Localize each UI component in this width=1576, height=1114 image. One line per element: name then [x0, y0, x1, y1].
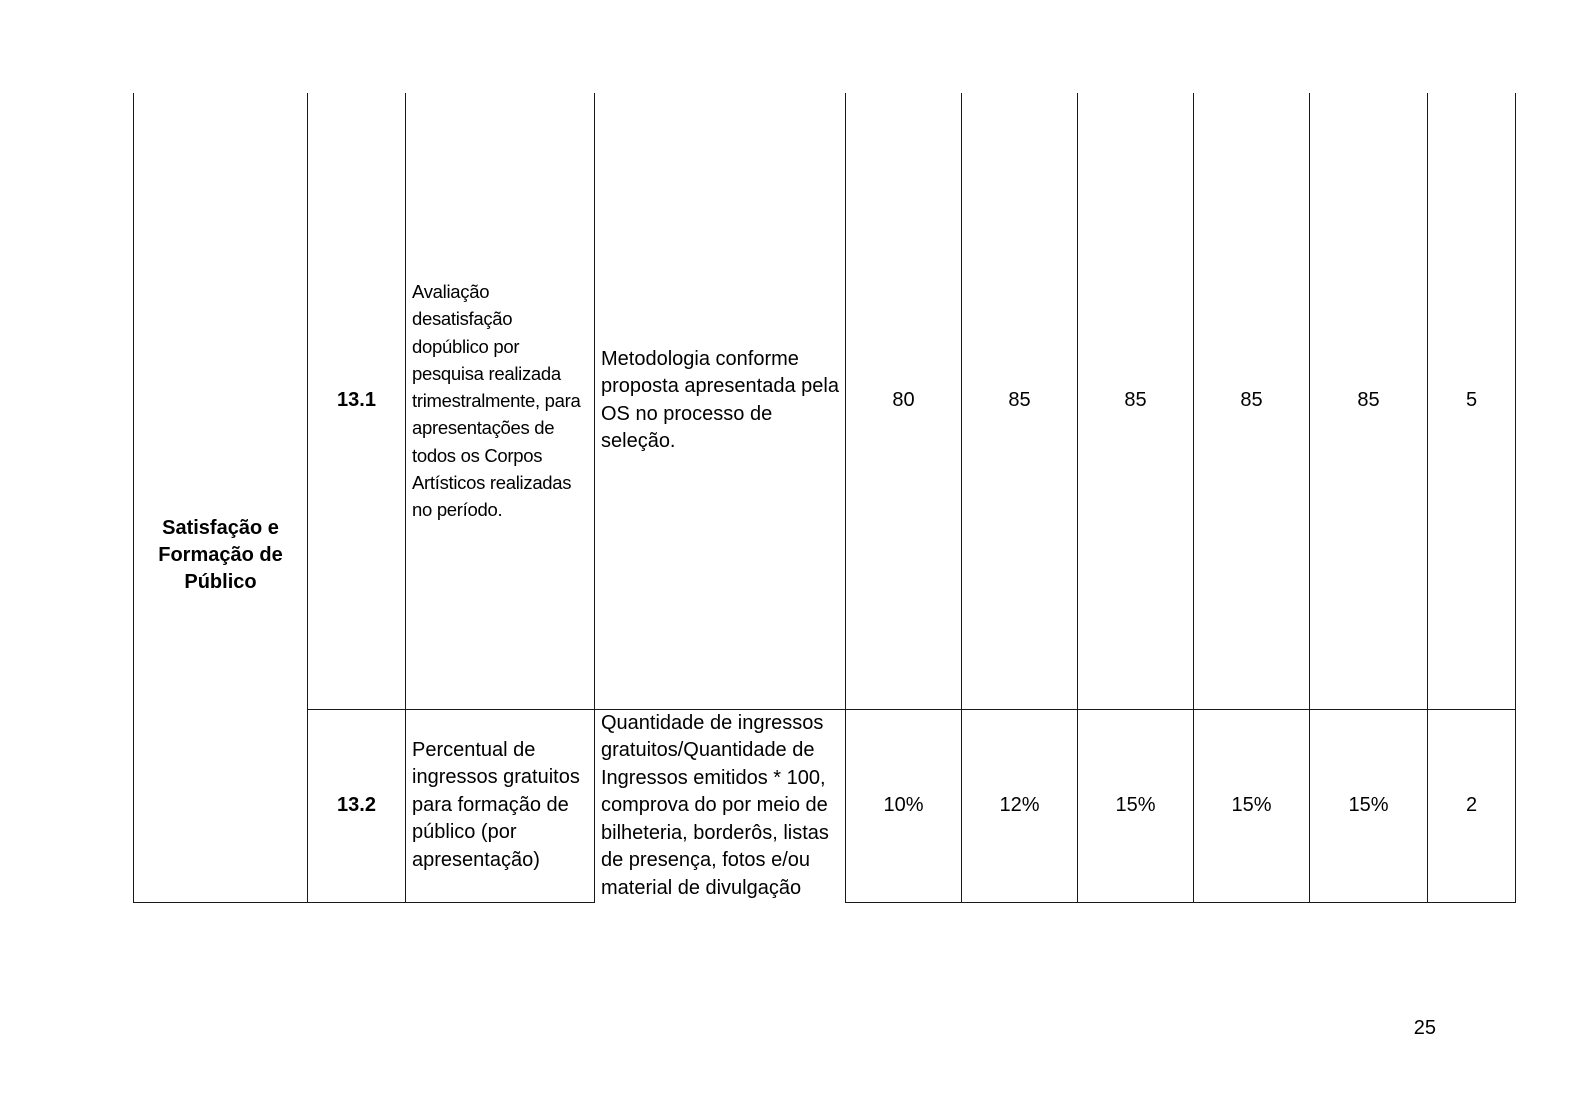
value: 80 [892, 389, 915, 412]
value-cell [1194, 93, 1310, 709]
table-row [134, 709, 1516, 902]
indicator-id-cell [308, 93, 406, 709]
weight: 5 [1465, 389, 1478, 412]
value: 15% [1115, 794, 1156, 816]
indicator-description-cell [406, 93, 595, 709]
value-cell [846, 93, 962, 709]
value: 10% [883, 794, 924, 816]
value: 15% [1348, 794, 1389, 816]
value-cell [846, 709, 962, 902]
indicator-id: 13.2 [337, 794, 376, 816]
category-label: Satisfação e Formação de Público [158, 516, 283, 593]
value-cell [1078, 93, 1194, 709]
value-cell [962, 709, 1078, 902]
value-cell [1194, 709, 1310, 902]
method-cell [595, 709, 846, 902]
weight: 2 [1465, 794, 1478, 816]
value-cell [1310, 93, 1428, 709]
method-description: Metodologia conforme proposta apresentada pela OS no processo de seleção. [601, 347, 839, 453]
value: 85 [1240, 389, 1263, 412]
value: 85 [1357, 389, 1380, 412]
indicator-description: Avaliação desatisfação dopúblico por pesquisa realizada trimestralmente, para apresentações de todos os Corpos Artísticos realizadas no período. [412, 280, 581, 521]
indicator-description: Percentual de ingressos gratuitos para formação de público (por apresentação) [412, 738, 580, 871]
value-cell [1078, 709, 1194, 902]
value: 15% [1231, 794, 1272, 816]
weight-cell [1428, 93, 1516, 709]
page-number: 25 [1413, 1017, 1436, 1039]
value: 85 [1008, 389, 1031, 412]
method-description: Quantidade de ingressos gratuitos/Quantidade de Ingressos emitidos * 100, comprova do por meio de bilheteria, borderôs, listas de presença, fotos e/ou material de divulgação [601, 711, 829, 899]
value: 12% [999, 794, 1040, 816]
indicator-id-cell [308, 709, 406, 902]
value-cell [1310, 709, 1428, 902]
indicator-description-cell [406, 709, 595, 902]
indicators-table [133, 93, 1516, 903]
value: 85 [1124, 389, 1147, 412]
value-cell [962, 93, 1078, 709]
method-cell [595, 93, 846, 709]
category-cell [134, 93, 308, 902]
table-row [134, 93, 1516, 709]
weight-cell [1428, 709, 1516, 902]
indicator-id: 13.1 [337, 389, 376, 412]
